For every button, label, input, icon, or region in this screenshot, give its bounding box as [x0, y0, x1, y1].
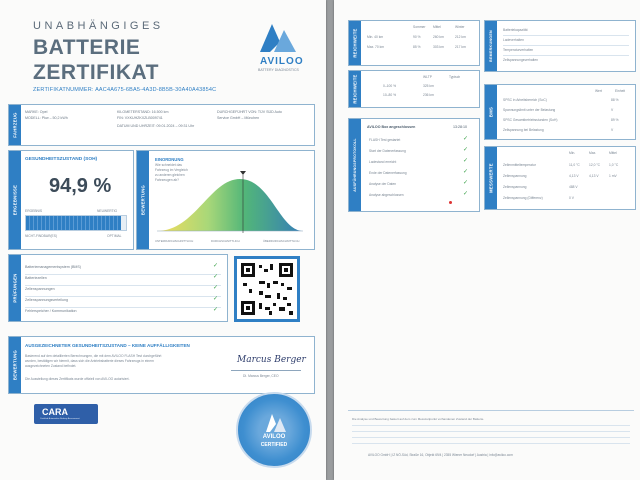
wltp-row-2-value: 236 km [423, 93, 434, 97]
measure-row-1-max: 12,0 °C [589, 163, 601, 167]
vehicle-mileage: KILOMETERSTAND: 16.500 km [117, 110, 169, 114]
vehicle-brand: MARKE: Opel [25, 110, 48, 114]
measure-row-3: Zellenspannung [503, 185, 527, 189]
soh-bar-label: ERGEBNIS [25, 209, 43, 213]
vehicle-performed-by: DURCHGEFÜHRT VON: TÜV SÜD Auto [217, 110, 282, 114]
certificate-page-2 [334, 0, 640, 480]
bms-row-1-value: 88 % [611, 98, 619, 102]
footer-address: AVILOO GmbH | IZ NÖ-Süd, Straße 16, Objekt 69/4 | 2355 Wiener Neudorf | Austria | info@aviloo.com [368, 453, 513, 457]
certificate-number: ZERTIFIKATNUMMER: AAC4A675-6BA5-4A3D-8B5B-30A40A43854C [33, 87, 217, 93]
protocol-item-4: Ende der Datenerfassung [369, 171, 407, 175]
qr-code[interactable] [234, 256, 300, 322]
vehicle-tab: FAHRZEUG [9, 105, 21, 145]
measure-row-1: Zellenmitteltemperatur [503, 163, 536, 167]
comparison-text-4: Fahrzeugen ab? [155, 178, 180, 182]
axis-average: DURCHSCHNITTLICH [211, 239, 240, 243]
measurements-section [484, 146, 636, 210]
vehicle-vin: FIN: VXKUHZKXZLB009741 [117, 116, 163, 120]
distribution-curve [155, 169, 305, 235]
wltp-section [348, 70, 480, 108]
range-header-middle: Mittel [433, 25, 441, 29]
seal-text-2: CERTIFIED [260, 442, 288, 448]
comparison-label: EINORDNUNG [155, 157, 184, 162]
bms-header-value: Wert [595, 89, 602, 93]
wltp-header: WLTP [423, 75, 432, 79]
bms-row-4-value: V [611, 128, 614, 132]
verdict-text-1: Basierend auf den detaillierten Berechnungen, die mit dem AVILOO FLASH Test durchgeführt [25, 354, 162, 358]
soh-label: GESUNDHEITSZUSTAND (SOH) [25, 157, 98, 162]
remark-3: Temperaturverhalten [503, 48, 534, 52]
seal-text-1: AVILOO [262, 434, 286, 440]
logo-subtext: BATTERY DIAGNOSTICS [258, 68, 299, 72]
wltp-row-1-value: 325 km [423, 84, 434, 88]
protocol-heading: AVILOO Box angeschlossen [367, 125, 416, 129]
soh-bar [25, 215, 127, 231]
comparison-tab: BEWERTUNG [137, 151, 149, 249]
title-line-2: ZERTIFIKAT [33, 61, 159, 84]
range-header-summer: Sommer [413, 25, 426, 29]
cara-badge-text: CARA [42, 407, 68, 417]
verdict-section [8, 336, 315, 394]
check-icon: ✓ [463, 169, 469, 175]
check-icon: ✓ [463, 191, 469, 197]
bms-section [484, 84, 636, 140]
vehicle-performed-by-location: Service GmbH – München [217, 116, 260, 120]
protocol-heading-time: 13:28:10 [453, 125, 467, 129]
comparison-text-2: Fahrzeug im Vergleich [155, 168, 188, 172]
signer-name: DI. Marcus Berger, CEO [243, 374, 279, 378]
range-row-2-summer: 85 % [413, 45, 421, 49]
check-item-1: Batteriemanagementsystem (BMS) [25, 265, 81, 269]
protocol-item-5: Analyse der Daten [369, 182, 397, 186]
signature: Marcus Berger [237, 355, 306, 365]
measure-header-mid: Mittel [609, 151, 617, 155]
vehicle-section [8, 104, 315, 146]
wltp-row-2-label: 10–80 % [383, 93, 397, 97]
logo-text: AVILOO [260, 56, 304, 67]
check-icon: ✓ [463, 158, 469, 164]
protocol-section [348, 118, 480, 212]
remark-1: Batteriekapazität [503, 28, 528, 32]
check-item-4: Zellenspannungsverteilung [25, 298, 68, 302]
protocol-item-3: Ladestand erreicht [369, 160, 397, 164]
comparison-text-3: zu anderen gleichen [155, 173, 185, 177]
check-item-3: Zellenspannungen [25, 287, 55, 291]
check-icon: ✓ [463, 136, 469, 142]
soh-bar-caption-right: OPTIMAL [107, 234, 122, 238]
results-tab: ERGEBNISSE [9, 151, 21, 249]
soh-bar-fill [26, 216, 121, 230]
check-item-5: Fehlerspeicher / Kommunikation [25, 309, 77, 313]
subtitle: UNABHÄNGIGES [33, 20, 164, 32]
seal-logo-icon [238, 406, 310, 436]
range-tab: REICHWEITE [349, 21, 361, 65]
measure-row-2-max: 4,13 V [589, 174, 599, 178]
remark-4: Zellspannungsverhalten [503, 58, 539, 62]
footer-note-block [348, 410, 634, 465]
range-row-2-label: Max. 70 km [367, 45, 385, 49]
soh-section [8, 150, 134, 250]
soh-bar-label-right: NEUWERTIG [97, 209, 118, 213]
verdict-text-3: ausgezeichneten Zustand befindet. [25, 364, 77, 368]
qr-code-icon [237, 259, 297, 319]
status-dot-icon [449, 201, 452, 204]
vehicle-marker-icon [240, 171, 246, 175]
cara-badge [34, 404, 98, 424]
comparison-section [136, 150, 315, 250]
remarks-section [484, 20, 636, 72]
vehicle-date: DATUM UND UHRZEIT: 09.01.2024 – 09:31 Uhr [117, 124, 195, 128]
range-row-2-middle: 303 km [433, 45, 444, 49]
vehicle-model: MODELL: Pkw – 50,2 kWh [25, 116, 68, 120]
verdict-heading: AUSGEZEICHNETER GESUNDHEITSZUSTAND – KEINE AUFFÄLLIGKEITEN [25, 343, 190, 348]
range-row-1-summer: 90 % [413, 35, 421, 39]
protocol-item-6: Analyse abgeschlossen [369, 193, 404, 197]
remark-2: Ladeverhalten [503, 38, 524, 42]
range-row-1-middle: 260 km [433, 35, 444, 39]
range-row-2-winter: 217 km [455, 45, 466, 49]
title-line-1: BATTERIE [33, 36, 141, 59]
wltp-tab: REICHWEITE [349, 71, 361, 107]
checks-tab: PRÜFUNGEN [9, 255, 21, 321]
check-item-2: Batteriezellen [25, 276, 47, 280]
measurements-tab: MESSWERTE [485, 147, 497, 209]
measure-row-2-min: 4,13 V [569, 174, 579, 178]
soh-value: 94,9 % [49, 175, 112, 197]
measure-row-3-min: 488 V [569, 185, 578, 189]
remarks-tab: BEMERKUNGEN [485, 21, 497, 71]
protocol-item-1: FLASH Test gestartet [369, 138, 401, 142]
check-icon: ✓ [213, 307, 219, 313]
verdict-text-2: wurden, bestätigen wir hiermit, dass sich die Antriebsbatterie dieses Fahrzeugs in einem [25, 359, 154, 363]
wltp-header-typical: Typisch [449, 75, 461, 79]
footer-note: Die Analyse und Bewertung basiert auf dem zum Messzeitpunkt vorhandenen Zustand der Batterie. [352, 417, 485, 421]
measure-header-min: Min. [569, 151, 576, 155]
range-row-1-label: Min. 40 km [367, 35, 384, 39]
bms-header-unit: Einheit [615, 89, 626, 93]
range-header-winter: Winter [455, 25, 465, 29]
protocol-tab: AUSFÜHRUNGSPROTOKOLL [349, 119, 361, 211]
protocol-item-2: Start der Datenerfassung [369, 149, 406, 153]
measure-row-4-min: 0 V [569, 196, 574, 200]
certified-seal [236, 392, 312, 468]
verdict-text-4: Die Ausstellung dieses Zertifikats wurde offiziell von AVILOO autorisiert. [25, 377, 130, 381]
axis-below-average: UNTERDURCHSCHNITTLICH [155, 239, 194, 243]
measure-row-4: Zellenspannung (Differenz) [503, 196, 543, 200]
bms-row-2-value: V [611, 108, 614, 112]
cara-badge-subtext: Certified Automotive Battery Assessment [40, 418, 80, 420]
checks-section [8, 254, 228, 322]
range-section [348, 20, 480, 66]
check-icon: ✓ [463, 147, 469, 153]
check-icon: ✓ [463, 180, 469, 186]
check-icon: ✓ [213, 263, 219, 269]
comparison-text-1: Wie schneidet das [155, 163, 182, 167]
measure-row-1-mid: 1,0 °C [609, 163, 619, 167]
bms-row-2: Spannungslimit unter der Belastung [503, 108, 556, 112]
aviloo-logo-icon [250, 16, 312, 56]
aviloo-logo [250, 16, 312, 76]
bms-row-1: SPSC in Arbeitsbereich (SoC) [503, 98, 547, 102]
check-icon: ✓ [213, 296, 219, 302]
check-icon: ✓ [213, 285, 219, 291]
bms-row-4: Zellspannung bei Belastung [503, 128, 544, 132]
range-row-1-winter: 212 km [455, 35, 466, 39]
wltp-row-1-label: 0–100 % [383, 84, 397, 88]
verdict-tab: BEWERTUNG [9, 337, 21, 393]
measure-row-2: Zellenspannung [503, 174, 527, 178]
bms-row-3-value: 89 % [611, 118, 619, 122]
axis-above-average: ÜBERDURCHSCHNITTLICH [263, 239, 300, 243]
soh-bar-caption: NICHT-FINDBAR(ES) [25, 234, 58, 238]
bms-row-3: SPSC Gesamtbetriebsstunden (SoH) [503, 118, 558, 122]
measure-row-2-mid: 1 mV [609, 174, 617, 178]
bms-tab: BMS [485, 85, 497, 139]
measure-header-max: Max. [589, 151, 597, 155]
check-icon: ✓ [213, 274, 219, 280]
measure-row-1-min: 11,0 °C [569, 163, 580, 167]
